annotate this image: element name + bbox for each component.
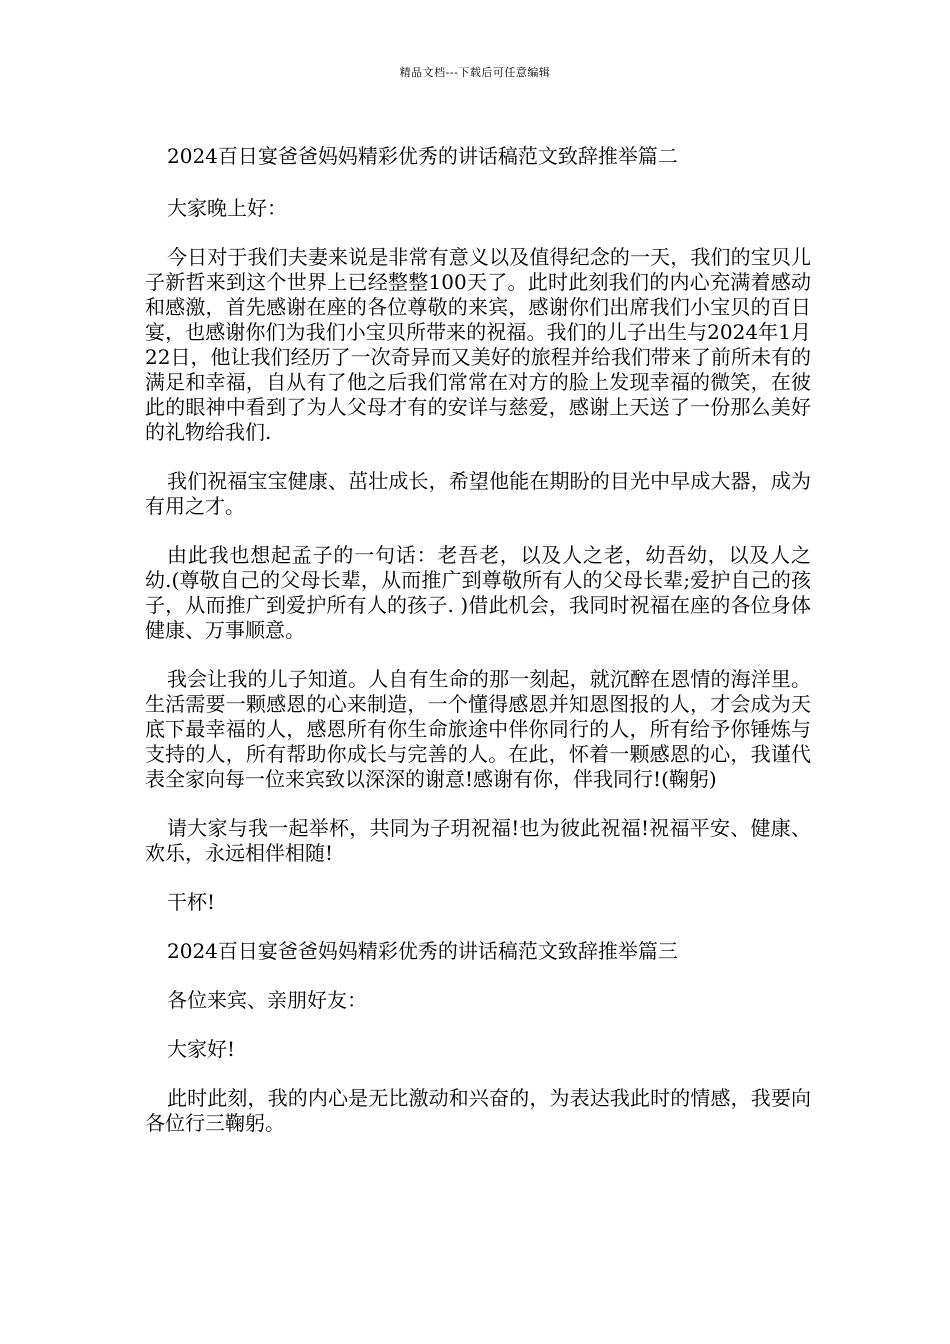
section-heading-two: 2024百日宴爸爸妈妈精彩优秀的讲话稿范文致辞推举篇二 [167,144,678,168]
section-heading-three: 2024百日宴爸爸妈妈精彩优秀的讲话稿范文致辞推举篇三 [167,939,678,963]
greeting-evening: 大家晚上好： [167,196,287,220]
greeting-hello: 大家好! [167,1037,236,1061]
page-header: 精品文档---下载后可任意编辑 [399,66,551,79]
greeting-guests: 各位来宾、亲朋好友： [167,988,367,1012]
paragraph: 由此我也想起孟子的一句话：老吾老，以及人之老，幼吾幼，以及人之幼.(尊敬自己的父母长辈，从而推广到尊敬所有人的父母长辈;爱护自己的孩子，从而推广到爱护所有人的孩子. )借此机会，我同时祝福在座的各位身体健康、万事顺意。 [145,543,811,642]
paragraph: 请大家与我一起举杯，共同为子玥祝福!也为彼此祝福!祝福平安、健康、欢乐，永远相伴相随! [145,816,811,865]
paragraph: 今日对于我们夫妻来说是非常有意义以及值得纪念的一天，我们的宝贝儿子新哲来到这个世界上已经整整100天了。此时此刻我们的内心充满着感动和感激，首先感谢在座的各位尊敬的来宾，感谢你们出席我们小宝贝的百日宴，也感谢你们为我们小宝贝所带来的祝福。我们的儿子出生与2024年1月22日，他让我们经历了一次奇异而又美好的旅程并给我们带来了前所未有的满足和幸福，自从有了他之后我们常常在对方的脸上发现幸福的微笑，在彼此的眼神中看到了为人父母才有的安详与慈爱，感谢上天送了一份那么美好的礼物给我们. [145,245,811,444]
paragraph: 我们祝福宝宝健康、茁壮成长，希望他能在期盼的目光中早成大器，成为有用之才。 [145,469,811,518]
document-body [145,144,811,1160]
paragraph: 此时此刻，我的内心是无比激动和兴奋的，为表达我此时的情感，我要向各位行三鞠躬。 [145,1086,811,1135]
paragraph: 我会让我的儿子知道。人自有生命的那一刻起，就沉醉在恩情的海洋里。生活需要一颗感恩的心来制造，一个懂得感恩并知恩图报的人，才会成为天底下最幸福的人，感恩所有你生命旅途中伴你同行的人，所有给予你锤炼与支持的人，所有帮助你成长与完善的人。在此，怀着一颗感恩的心，我谨代表全家向每一位来宾致以深深的谢意!感谢有你，伴我同行!(鞠躬) [145,667,811,791]
toast-line: 干杯! [167,890,216,914]
